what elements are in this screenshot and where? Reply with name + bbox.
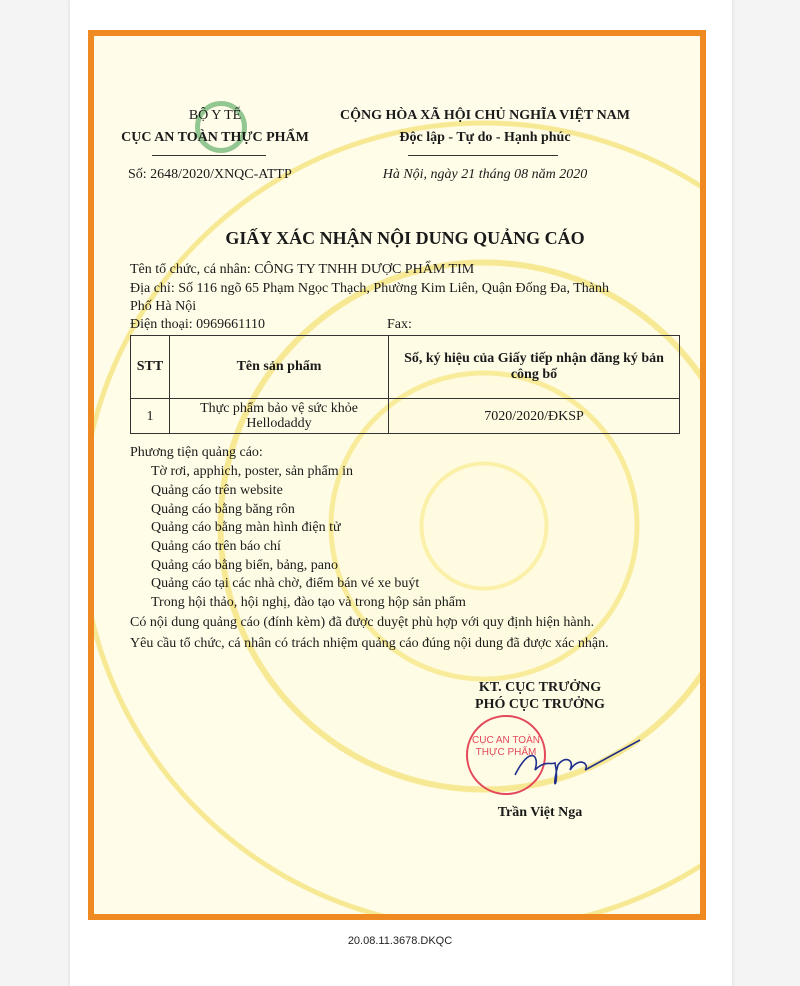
cell-product: Thực phẩm bảo vệ sức khỏe Hellodaddy xyxy=(170,399,389,434)
media-item: Quảng cáo bằng biển, bảng, pano xyxy=(151,558,338,573)
address-line-1: Địa chỉ: Số 116 ngõ 65 Phạm Ngọc Thạch, Phường Kim Liên, Quận Đống Đa, Thành xyxy=(130,281,610,296)
media-item: Tờ rơi, apphich, poster, sản phẩm in xyxy=(151,464,354,479)
footer-code: 20.08.11.3678.DKQC xyxy=(347,935,453,947)
table-header-row xyxy=(131,336,680,399)
media-item: Quảng cáo trên website xyxy=(151,483,283,498)
column-header-product: Tên sản phẩm xyxy=(170,336,389,399)
signature-icon xyxy=(510,735,650,795)
organization-name: Tên tổ chức, cá nhân: CÔNG TY TNHH DƯỢC PHẨM TIM xyxy=(130,262,475,277)
cell-stt: 1 xyxy=(131,399,170,434)
cell-registration: 7020/2020/ĐKSP xyxy=(389,399,680,434)
department-name: CỤC AN TOÀN THỰC PHẨM xyxy=(121,130,309,145)
column-header-registration: Số, ký hiệu của Giấy tiếp nhận đăng ký bản công bố xyxy=(389,336,680,399)
table-row xyxy=(131,399,680,434)
place-date: Hà Nội, ngày 21 tháng 08 năm 2020 xyxy=(382,167,588,182)
signer-title-1: KT. CỤC TRƯỞNG xyxy=(478,680,602,695)
media-item: Quảng cáo tại các nhà chờ, điểm bán vé xe buýt xyxy=(151,576,420,591)
signer-name: Trần Việt Nga xyxy=(497,805,583,820)
signer-title-2: PHÓ CỤC TRƯỞNG xyxy=(475,697,605,712)
approval-statement: Có nội dung quảng cáo (đính kèm) đã được duyệt phù hợp với quy định hiện hành. xyxy=(130,615,595,630)
divider xyxy=(408,155,558,156)
document-title: GIẤY XÁC NHẬN NỘI DUNG QUẢNG CÁO xyxy=(225,228,585,248)
media-item: Quảng cáo trên báo chí xyxy=(151,539,281,554)
product-table xyxy=(130,335,680,434)
responsibility-statement: Yêu cầu tổ chức, cá nhân có trách nhiệm quảng cáo đúng nội dung đã được xác nhận. xyxy=(130,636,609,651)
media-item: Quảng cáo bằng màn hình điện tử xyxy=(151,520,341,535)
document-number: Số: 2648/2020/XNQC-ATTP xyxy=(128,167,292,182)
phone-number: Điện thoại: 0969661110 xyxy=(130,317,266,332)
address-line-2: Phố Hà Nội xyxy=(130,299,197,314)
fax-number: Fax: xyxy=(387,317,412,332)
country-name: CỘNG HÒA XÃ HỘI CHỦ NGHĨA VIỆT NAM xyxy=(339,108,630,123)
media-item: Quảng cáo bằng băng rôn xyxy=(151,502,295,517)
ministry-name: BỘ Y TẾ xyxy=(188,108,242,123)
stamp-text: CỤC AN TOÀN THỰC PHẨM xyxy=(472,735,540,758)
national-motto: Độc lập - Tự do - Hạnh phúc xyxy=(399,130,571,145)
media-item: Trong hội thảo, hội nghị, đào tạo và trong hộp sản phẩm xyxy=(151,595,466,610)
divider xyxy=(152,155,266,156)
column-header-stt: STT xyxy=(131,336,170,399)
media-label: Phương tiện quảng cáo: xyxy=(130,445,263,460)
